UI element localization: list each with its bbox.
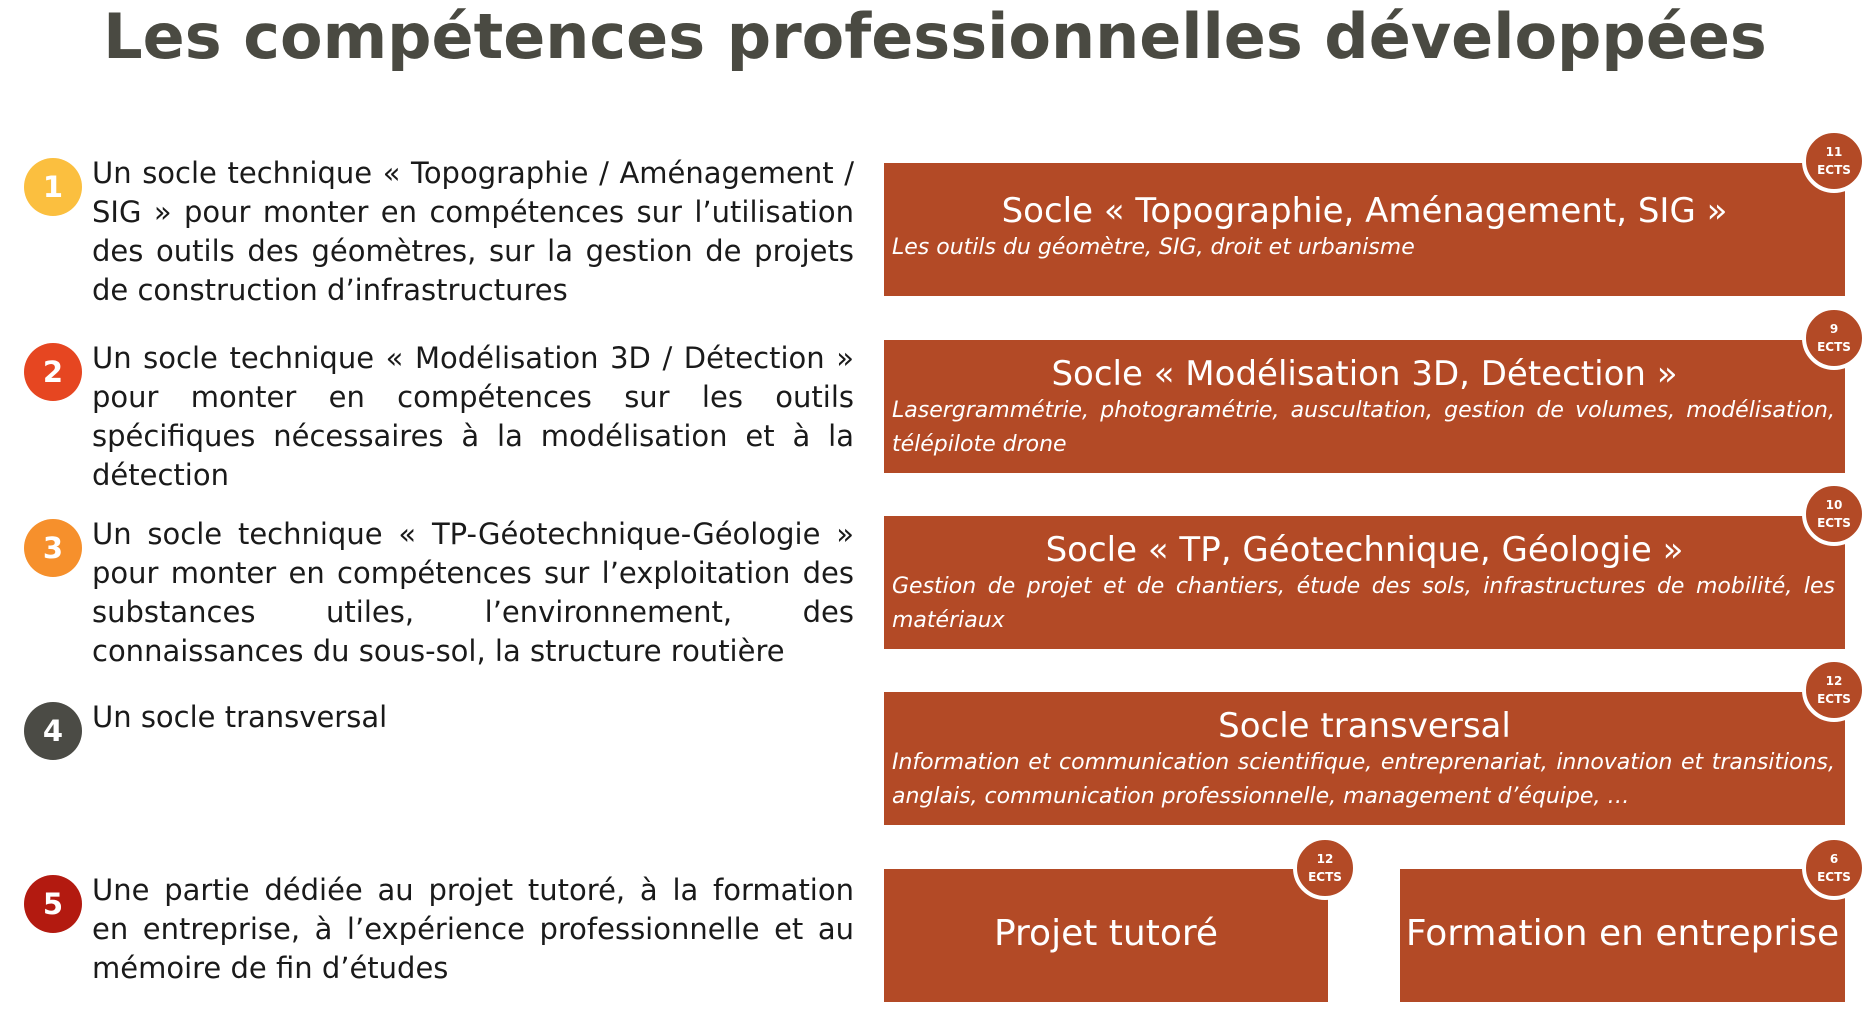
- socle-title: Socle « TP, Géotechnique, Géologie »: [1045, 530, 1684, 570]
- ects-label: ECTS: [1817, 516, 1851, 530]
- socle-subtitle: Les outils du géomètre, SIG, droit et urbanisme: [892, 235, 1415, 260]
- socle-title: Socle « Modélisation 3D, Détection »: [1051, 354, 1678, 394]
- number-badge-2: 2: [24, 343, 82, 401]
- ects-label: ECTS: [1817, 340, 1851, 354]
- socle-box-transversal: [884, 692, 1845, 825]
- competence-item-5: [24, 871, 854, 988]
- socle-title: Socle transversal: [1218, 706, 1511, 746]
- ects-label: ECTS: [1308, 870, 1342, 884]
- competence-text-1: Un socle technique « Topographie / Aménagement / SIG » pour monter en compétences sur l’utilisation des outils des géomètres, sur la gestion de projets de construction d’infrastructures: [92, 156, 854, 307]
- socle-box-modelisation: [884, 340, 1845, 473]
- socle-title: Socle « Topographie, Aménagement, SIG »: [1001, 191, 1728, 231]
- socle-subtitle: Gestion de projet et de chantiers, étude des sols, infrastructures de mobilité, les matériaux: [892, 574, 1835, 633]
- ects-value: 12: [1316, 852, 1334, 866]
- ects-label: ECTS: [1817, 870, 1851, 884]
- competence-item-3: [24, 515, 854, 671]
- competence-item-1: [24, 154, 854, 310]
- socle-box-topographie: [884, 163, 1845, 296]
- competence-item-4: [24, 698, 854, 748]
- competence-item-2: [24, 339, 854, 495]
- ects-badge-2: [1802, 306, 1866, 370]
- number-badge-1: 1: [24, 158, 82, 216]
- socle-subtitle: Lasergrammétrie, photogramétrie, auscultation, gestion de volumes, modélisation, télépilote drone: [892, 398, 1835, 457]
- box-title: Formation en entreprise: [1405, 913, 1840, 954]
- projet-tutore-box: [884, 869, 1328, 1002]
- socle-box-tp-geotechnique: [884, 516, 1845, 649]
- competence-text-5: Une partie dédiée au projet tutoré, à la formation en entreprise, à l’expérience professionnelle et au mémoire de fin d’études: [92, 873, 854, 985]
- competence-text-2: Un socle technique « Modélisation 3D / Détection » pour monter en compétences sur les outils spécifiques nécessaires à la modélisation et à la détection: [92, 341, 854, 492]
- ects-badge-3: [1802, 482, 1866, 546]
- ects-badge-5: [1293, 836, 1357, 900]
- ects-value: 12: [1825, 674, 1843, 688]
- box-title: Projet tutoré: [993, 913, 1219, 954]
- ects-badge-4: [1802, 658, 1866, 722]
- formation-entreprise-box: [1400, 869, 1845, 1002]
- number-badge-5: 5: [24, 875, 82, 933]
- ects-badge-1: [1802, 129, 1866, 193]
- number-badge-4: 4: [24, 702, 82, 760]
- ects-label: ECTS: [1817, 692, 1851, 706]
- number-badge-3: 3: [24, 519, 82, 577]
- competence-text-3: Un socle technique « TP-Géotechnique-Géologie » pour monter en compétences sur l’exploitation des substances utiles, l’environnement, des connaissances du sous-sol, la structure routière: [92, 517, 854, 668]
- ects-label: ECTS: [1817, 163, 1851, 177]
- competence-text-4: Un socle transversal: [92, 700, 388, 734]
- page-title: Les compétences professionnelles développées: [103, 0, 1767, 73]
- ects-value: 10: [1825, 498, 1843, 512]
- ects-value: 9: [1829, 322, 1839, 336]
- ects-value: 11: [1825, 145, 1843, 159]
- ects-value: 6: [1829, 852, 1839, 866]
- ects-badge-6: [1802, 836, 1866, 900]
- socle-subtitle: Information et communication scientifique, entreprenariat, innovation et transitions, anglais, communication professionnelle, management d’équipe, …: [892, 750, 1835, 809]
